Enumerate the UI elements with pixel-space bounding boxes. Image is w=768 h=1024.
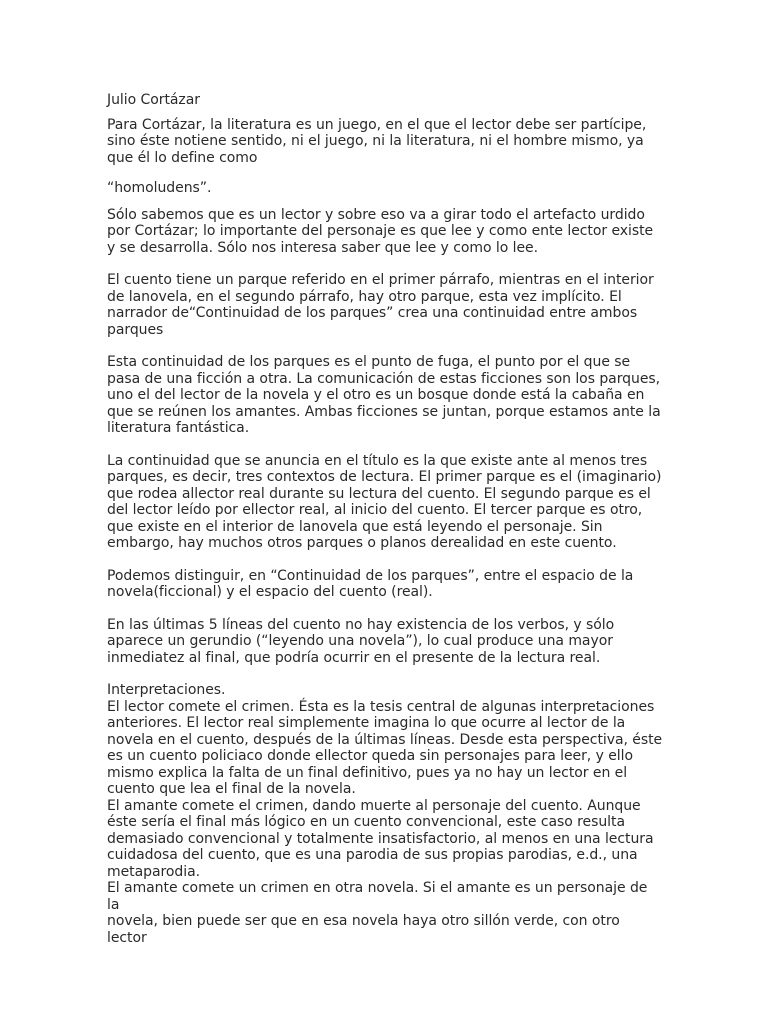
paragraph-homoludens: “homoludens”. (107, 180, 212, 196)
document-page (107, 92, 663, 946)
paragraph-lector: Sólo sabemos que es un lector y sobre eso va a girar todo el artefacto urdido por Cortázar; lo importante del personaje es que lee y como ente lector existe y se desarrolla. Sólo nos interesa saber que lee y como lo lee. (107, 206, 654, 256)
document-title: Julio Cortázar (107, 92, 200, 108)
paragraph-punto-de-fuga: Esta continuidad de los parques es el punto de fuga, el punto por el que se pasa de una ficción a otra. La comunicación de estas ficciones son los parques, uno el del lector de la novela y el otro es un bosque donde está la cabaña en que se reúnen los amantes. Ambas ficciones se juntan, porque estamos ante la literatura fantástica. (107, 354, 661, 436)
paragraph-ultimas-lineas: En las últimas 5 líneas del cuento no hay existencia de los verbos, y sólo aparece un gerundio (“leyendo una novela”), lo cual produce una mayor inmediatez al final, que podría ocurrir en el presente de la lectura real. (107, 616, 615, 666)
paragraph-distinguir: Podemos distinguir, en “Continuidad de los parques”, entre el espacio de la novela(ficcional) y el espacio del cuento (real). (107, 567, 634, 600)
paragraph-interpretaciones: Interpretaciones. El lector comete el crimen. Ésta es la tesis central de algunas interpretaciones anteriores. El lector real simplemente imagina lo que ocurre al lector de la novela en el cuento, después de la últimas líneas. Desde esta perspectiva, éste es un cuento policiaco donde ellector queda sin personajes para leer, y ello mismo explica la falta de un final definitivo, pues ya no hay un lector en el cuento que lea el final de la novela. El amante comete el crimen, dando muerte al personaje del cuento. Aunque éste sería el final más lógico en un cuento convencional, este caso resulta demasiado convencional y totalmente insatisfactorio, al menos en una lectura cuidadosa del cuento, que es una parodia de sus propias parodias, e.d., una metaparodia. El amante comete un crimen en otra novela. Si el amante es un personaje de la novela, bien puede ser que en esa novela haya otro sillón verde, con otro lector (107, 682, 663, 946)
paragraph-intro: Para Cortázar, la literatura es un juego, en el que el lector debe ser partícipe, sino éste notiene sentido, ni el juego, ni la literatura, ni el hombre mismo, ya que él lo define como (107, 116, 647, 166)
paragraph-tres-parques: La continuidad que se anuncia en el título es la que existe ante al menos tres parques, es decir, tres contextos de lectura. El primer parque es el (imaginario) que rodea allector real durante su lectura del cuento. El segundo parque es el del lector leído por ellector real, al inicio del cuento. El tercer parque es otro, que existe en el interior de lanovela que está leyendo el personaje. Sin embargo, hay muchos otros parques o planos derealidad en este cuento. (107, 452, 662, 551)
paragraph-parques: El cuento tiene un parque referido en el primer párrafo, mientras en el interior de lanovela, en el segundo párrafo, hay otro parque, esta vez implícito. El narrador de“Continuidad de los parques” crea una continuidad entre ambos parques (107, 272, 654, 338)
